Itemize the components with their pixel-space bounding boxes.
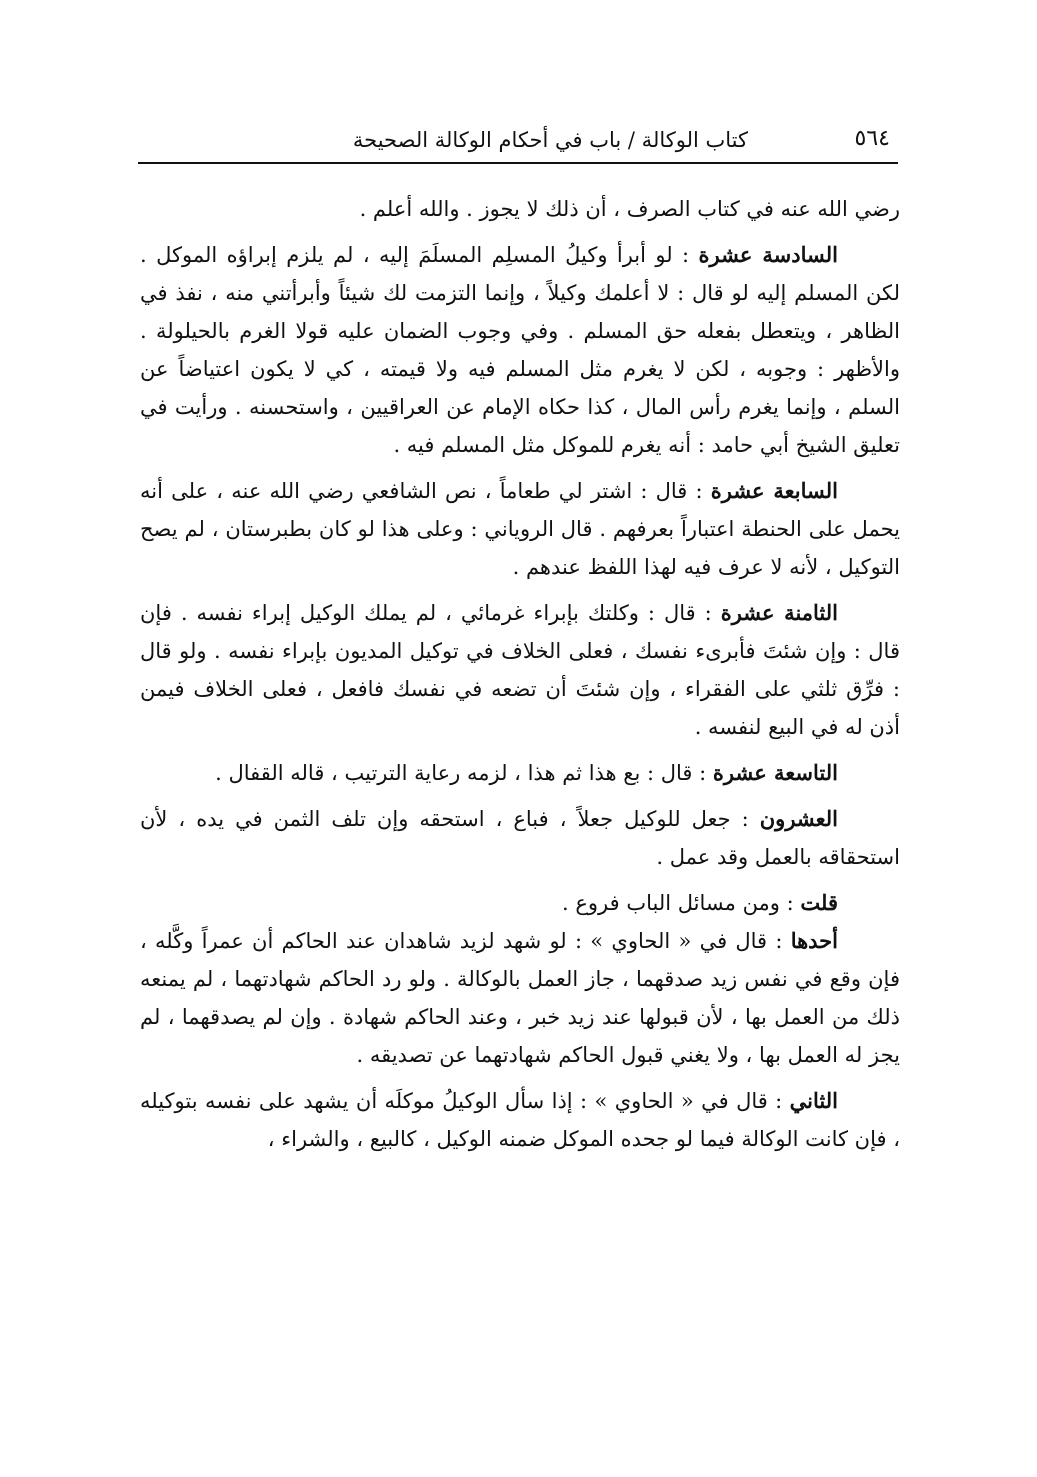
paragraph-text: : جعل للوكيل جعلاً ، فباع ، استحقه وإن تلف الثمن في يده ، لأن استحقاقه بالعمل وقد عمل . bbox=[140, 807, 900, 869]
paragraph-text: : قال : بع هذا ثم هذا ، لزمه رعاية الترتيب ، قاله القفال . bbox=[215, 761, 713, 785]
paragraph-heading: قلت bbox=[800, 890, 838, 915]
paragraph-nineteenth bbox=[140, 754, 900, 792]
paragraph-text: : لو أبرأ وكيلُ المسلِم المسلَمَ إليه ، لم يلزم إبراؤه الموكل . لكن المسلم إليه لو قال : لا أعلمك وكيلاً ، وإنما التزمت لك شيئاً وأبرأتني منه ، نفذ في الظاهر ، ويتعطل بفعله حق المسلم . وفي وجوب الضمان عليه قولا الغرم بالحيلولة . والأظهر : وجوبه ، لكن لا يغرم مثل المسلم فيه ولا قيمته ، كي لا يكون اعتياضاً عن السلم ، وإنما يغرم رأس المال ، كذا حكاه الإمام عن العراقيين ، واستحسنه . ورأيت في تعليق الشيخ أبي حامد : أنه يغرم للموكل مثل المسلم فيه . bbox=[140, 243, 900, 457]
paragraph-eighteenth bbox=[140, 594, 900, 746]
paragraph-twentieth bbox=[140, 800, 900, 876]
paragraph-heading: التاسعة عشرة bbox=[712, 760, 838, 785]
paragraph-text: : ومن مسائل الباب فروع . bbox=[562, 891, 801, 915]
running-title: كتاب الوكالة / باب في أحكام الوكالة الصحيحة bbox=[352, 128, 748, 152]
paragraph-first-branch bbox=[140, 922, 900, 1074]
paragraph-heading: السابعة عشرة bbox=[710, 478, 838, 503]
paragraph-text: : قال : وكلتك بإبراء غرمائي ، لم يملك الوكيل إبراء نفسه . فإن قال : وإن شئتَ فأبرىء نفسك ، فعلى الخلاف في توكيل المديون بإبراء نفسه . ولو قال : فرِّق ثلثي على الفقراء ، وإن شئتَ أن تضعه في نفسك فافعل ، فعلى الخلاف فيمن أذن له في البيع لنفسه . bbox=[140, 601, 900, 739]
page-number: ٥٦٤ bbox=[854, 126, 890, 151]
paragraph-continuation bbox=[140, 190, 900, 228]
paragraph-heading: الثاني bbox=[789, 1088, 838, 1113]
paragraph-seventeenth bbox=[140, 472, 900, 586]
paragraph-sixteenth bbox=[140, 236, 900, 464]
paragraph-heading: أحدها bbox=[790, 928, 838, 953]
paragraph-text: : قال في « الحاوي » : إذا سأل الوكيلُ موكلَه أن يشهد على نفسه بتوكيله ، فإن كانت الوكالة فيما لو جحده الموكل ضمنه الوكيل ، كالبيع ، والشراء ، bbox=[140, 1089, 900, 1151]
page-body bbox=[140, 190, 900, 1166]
paragraph-text: رضي الله عنه في كتاب الصرف ، أن ذلك لا يجوز . والله أعلم . bbox=[359, 197, 900, 221]
paragraph-text: : قال في « الحاوي » : لو شهد لزيد شاهدان عند الحاكم أن عمراً وكَّله ، فإن وقع في نفس زيد صدقهما ، جاز العمل بالوكالة . ولو رد الحاكم شهادتهما ، لم يمنعه ذلك من العمل بها ، لأن قبولها عند زيد خبر ، وعند الحاكم شهادة . وإن لم يصدقهما ، لم يجز له العمل بها ، ولا يغني قبول الحاكم شهادتهما عن تصديقه . bbox=[140, 929, 900, 1067]
paragraph-heading: العشرون bbox=[759, 806, 838, 831]
paragraph-heading: السادسة عشرة bbox=[698, 242, 838, 267]
page-header bbox=[138, 122, 898, 164]
paragraph-editor-note bbox=[140, 884, 900, 922]
paragraph-text: : قال : اشتر لي طعاماً ، نص الشافعي رضي الله عنه ، على أنه يحمل على الحنطة اعتباراً بعرفهم . قال الروياني : وعلى هذا لو كان بطبرستان ، لم يصح التوكيل ، لأنه لا عرف فيه لهذا اللفظ عندهم . bbox=[140, 479, 900, 579]
paragraph-second-branch bbox=[140, 1082, 900, 1158]
paragraph-heading: الثامنة عشرة bbox=[720, 600, 838, 625]
